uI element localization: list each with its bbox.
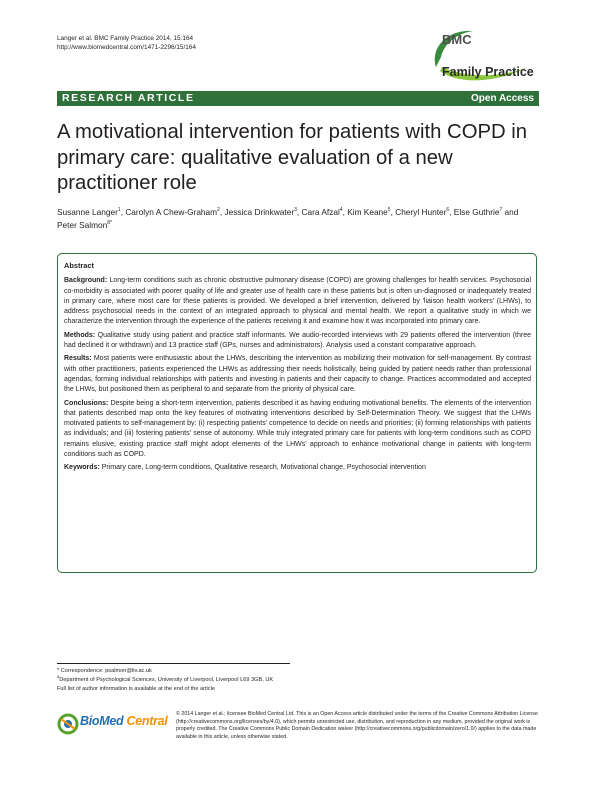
abstract-section-text: Most patients were enthusiastic about the LHWs, describing the intervention as mobilizing their motivation for self-management. By contrast with other practitioners, patients experienced the LHWs as addressing their needs holistically, being guided by patient needs rather than professional agendas, forming individual relationships with patients and investing in patients and their capacity to change. Practices accommodated and accepted the LHWs, but positioned them as peripheral to and separate from the priority of physical care. xyxy=(64,355,531,394)
author-affiliation-sup: 5 xyxy=(387,207,391,214)
abstract-section-text: Despite being a short-term intervention, patients described it as having enduring motivational benefits. The elements of the intervention that patients described map onto the key features of motivating interventions described by Self-Determination Theory. We suggest that the LHWs motivated patients to self-management by: (i) respecting patients' competence to decide on needs and priorities; (ii) forming relationships with patients as individuals; and (iii) fostering patients' sense of autonomy. While truly integrated primary care for patients with long-term conditions such as COPD remains elusive, existing practice staff might adopt elements of the LHWs' approach to enhance motivational change in patients with long-term conditions such as COPD. xyxy=(64,399,531,459)
author-affiliation-sup: 3 xyxy=(294,207,297,214)
journal-logo xyxy=(428,27,548,89)
author-name[interactable]: Jessica Drinkwater xyxy=(224,207,295,217)
abstract-section-label: Conclusions: xyxy=(64,399,109,407)
abstract-content xyxy=(64,261,531,477)
author-separator: , xyxy=(296,207,302,217)
abstract-section-label: Keywords: xyxy=(64,464,100,472)
affiliation-note xyxy=(57,673,295,685)
biomed-central-mark-icon xyxy=(57,713,79,735)
author-separator: , xyxy=(342,207,348,217)
publisher-logo xyxy=(57,712,177,736)
abstract-section-text: Qualitative study using patient and practice staff informants. We audio-recorded interviews with 29 patients offered the intervention (three had declined it or withdrawn) and 13 practice staff (GPs, nurses and administrators). Analysis used a constant comparative approach. xyxy=(64,331,531,350)
author-affiliation-sup: 2 xyxy=(217,207,220,214)
correspondence-note: * Correspondence: psalmon@liv.ac.uk xyxy=(57,668,152,674)
abstract-section-text: Primary care, Long-term conditions, Qualitative research, Motivational change, Psychosocial intervention xyxy=(99,464,426,472)
abstract-section xyxy=(64,354,531,395)
article-type-banner xyxy=(57,91,539,106)
article-title: A motivational intervention for patients with COPD in primary care: qualitative evaluation of a new practitioner role xyxy=(57,121,528,194)
abstract-section xyxy=(64,399,531,461)
journal-logo-swoosh-icon xyxy=(428,27,548,89)
affiliation-text: Department of Psychological Sciences, University of Liverpool, Liverpool L69 3GB, UK xyxy=(59,676,274,683)
author-separator: , xyxy=(219,207,225,217)
journal-name: Family Practice xyxy=(442,65,534,79)
author-separator: and xyxy=(502,207,519,217)
publisher-name xyxy=(80,714,167,728)
author-separator: , xyxy=(390,207,396,217)
footnotes xyxy=(57,667,295,693)
abstract-section-text: Long-term conditions such as chronic obstructive pulmonary disease (COPD) are growing challenges for health services. Psychosocial co-morbidity is associated with poorer quality of life and greater use of health care in these patients but is often un-diagnosed or inadequately treated in primary care, where most care for these patients is provided. We developed a brief intervention, delivered by 'liaison health workers' (LHWs), to address psychosocial needs in the context of an integrated approach to physical and mental health. We report a qualitative study in which we characterize the intervention through the experience of the patients receiving it and examine how it was incorporated into primary care. xyxy=(64,277,531,326)
author-separator: , xyxy=(120,207,126,217)
author-name[interactable]: Cheryl Hunter xyxy=(395,207,447,217)
author-affiliation-sup: 1 xyxy=(117,207,121,214)
author-info-note: Full list of author information is available at the end of the article xyxy=(57,685,215,692)
author-affiliation-sup: 7 xyxy=(499,207,503,214)
author-name[interactable]: Cara Afzal xyxy=(301,207,340,217)
author-name[interactable]: Kim Keane xyxy=(347,207,388,217)
citation-url[interactable]: http://www.biomedcentral.com/1471-2296/15/164 xyxy=(57,44,196,51)
author-name[interactable]: Else Guthrie xyxy=(453,207,500,217)
author-affiliation-sup: 8* xyxy=(107,220,113,227)
abstract-section-label: Results: xyxy=(64,355,92,363)
author-affiliation-sup: 6 xyxy=(446,207,450,214)
journal-logo-mark: BMC xyxy=(442,32,472,47)
abstract-section xyxy=(64,331,531,352)
publisher-name-part2: Central xyxy=(123,714,168,728)
license-text: © 2014 Langer et al.; licensee BioMed Central Ltd. This is an Open Access article distributed under the terms of the Creative Commons Attribution License (http://creativecommons.org/licenses/by/4.0), which permits unrestricted use, distribution, and reproduction in any medium, provided the original work is properly credited. The Creative Commons Public Domain Dedication waiver (http://creativecommons.org/publicdomain/zero/1.0/) applies to the data made available in this article, unless otherwise stated. xyxy=(176,711,538,740)
author-name[interactable]: Carolyn A Chew-Graham xyxy=(125,207,218,217)
footnote-divider xyxy=(57,663,290,664)
author-separator: , xyxy=(449,207,454,217)
publisher-name-part1: BioMed xyxy=(80,714,124,728)
abstract-heading: Abstract xyxy=(64,261,94,270)
abstract-section xyxy=(64,276,531,327)
abstract-section-label: Methods: xyxy=(64,331,96,339)
abstract-section xyxy=(64,463,531,473)
author-affiliation-sup: 4 xyxy=(339,207,343,214)
citation-header xyxy=(57,34,196,52)
author-name[interactable]: Peter Salmon xyxy=(57,220,108,230)
author-list xyxy=(57,206,539,232)
citation-line: Langer et al. BMC Family Practice 2014, 15:164 xyxy=(57,35,194,42)
abstract-box xyxy=(57,253,537,573)
article-type-label: RESEARCH ARTICLE xyxy=(62,92,195,104)
abstract-section-label: Background: xyxy=(64,277,108,285)
author-name[interactable]: Susanne Langer xyxy=(57,207,118,217)
open-access-label: Open Access xyxy=(471,93,534,104)
affiliation-sup: 8 xyxy=(57,673,60,679)
